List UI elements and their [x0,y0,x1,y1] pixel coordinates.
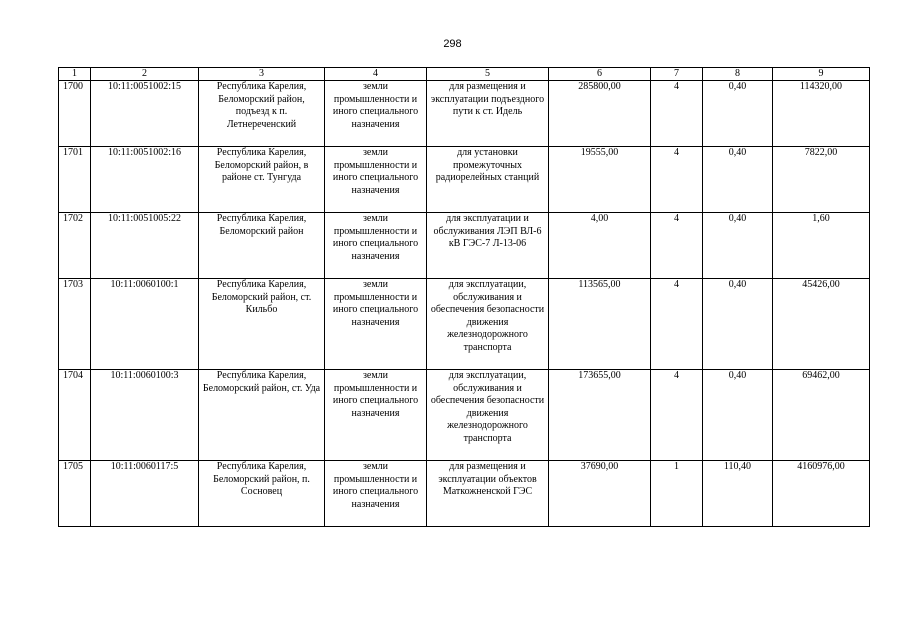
table-row [59,81,870,147]
column-7-cell: 4 [651,81,703,147]
table-row [59,147,870,213]
area-cell: 37690,00 [549,461,651,527]
row-number: 1700 [59,81,91,147]
permitted-use-cell: для размещения и эксплуатации объектов Маткожненской ГЭС [427,461,549,527]
table-row [59,213,870,279]
area-cell: 173655,00 [549,370,651,461]
location-cell: Республика Карелия, Беломорский район, ст. Уда [199,370,325,461]
row-number: 1703 [59,279,91,370]
column-7-cell: 1 [651,461,703,527]
location-cell: Республика Карелия, Беломорский район, п. Сосновец [199,461,325,527]
land-category-cell: земли промышленности и иного специального назначения [325,279,427,370]
column-header: 7 [651,68,703,81]
column-7-cell: 4 [651,279,703,370]
column-header: 1 [59,68,91,81]
column-7-cell: 4 [651,213,703,279]
land-category-cell: земли промышленности и иного специального назначения [325,147,427,213]
column-header: 2 [91,68,199,81]
table-row [59,370,870,461]
column-9-cell: 1,60 [773,213,870,279]
permitted-use-cell: для эксплуатации, обслуживания и обеспечения безопасности движения железнодорожного транспорта [427,370,549,461]
table-row [59,461,870,527]
permitted-use-cell: для эксплуатации и обслуживания ЛЭП ВЛ-6 кВ ГЭС-7 Л-13-06 [427,213,549,279]
area-cell: 113565,00 [549,279,651,370]
land-category-cell: земли промышленности и иного специального назначения [325,370,427,461]
row-number: 1704 [59,370,91,461]
row-number: 1701 [59,147,91,213]
column-header: 4 [325,68,427,81]
row-number: 1702 [59,213,91,279]
column-7-cell: 4 [651,147,703,213]
cadastral-number: 10:11:0060100:1 [91,279,199,370]
cadastral-number: 10:11:0060100:3 [91,370,199,461]
column-9-cell: 69462,00 [773,370,870,461]
location-cell: Республика Карелия, Беломорский район, ст. Кильбо [199,279,325,370]
column-9-cell: 45426,00 [773,279,870,370]
land-category-cell: земли промышленности и иного специального назначения [325,81,427,147]
page-number: 298 [443,38,462,50]
column-header: 6 [549,68,651,81]
table-row [59,279,870,370]
location-cell: Республика Карелия, Беломорский район, подъезд к п. Летнереченский [199,81,325,147]
column-8-cell: 0,40 [703,81,773,147]
column-header: 9 [773,68,870,81]
land-category-cell: земли промышленности и иного специального назначения [325,213,427,279]
permitted-use-cell: для эксплуатации, обслуживания и обеспечения безопасности движения железнодорожного транспорта [427,279,549,370]
area-cell: 19555,00 [549,147,651,213]
column-8-cell: 110,40 [703,461,773,527]
land-plots-table [58,67,870,527]
land-category-cell: земли промышленности и иного специального назначения [325,461,427,527]
column-header: 5 [427,68,549,81]
column-9-cell: 4160976,00 [773,461,870,527]
cadastral-number: 10:11:0051002:15 [91,81,199,147]
area-cell: 4,00 [549,213,651,279]
column-8-cell: 0,40 [703,279,773,370]
permitted-use-cell: для размещения и эксплуатации подъездного пути к ст. Идель [427,81,549,147]
location-cell: Республика Карелия, Беломорский район, в районе ст. Тунгуда [199,147,325,213]
column-header: 3 [199,68,325,81]
column-8-cell: 0,40 [703,147,773,213]
column-9-cell: 114320,00 [773,81,870,147]
cadastral-number: 10:11:0060117:5 [91,461,199,527]
location-cell: Республика Карелия, Беломорский район [199,213,325,279]
column-header: 8 [703,68,773,81]
column-8-cell: 0,40 [703,370,773,461]
cadastral-number: 10:11:0051005:22 [91,213,199,279]
column-9-cell: 7822,00 [773,147,870,213]
column-8-cell: 0,40 [703,213,773,279]
table-header-row [59,68,870,81]
cadastral-number: 10:11:0051002:16 [91,147,199,213]
column-7-cell: 4 [651,370,703,461]
row-number: 1705 [59,461,91,527]
permitted-use-cell: для установки промежуточных радиорелейных станций [427,147,549,213]
area-cell: 285800,00 [549,81,651,147]
